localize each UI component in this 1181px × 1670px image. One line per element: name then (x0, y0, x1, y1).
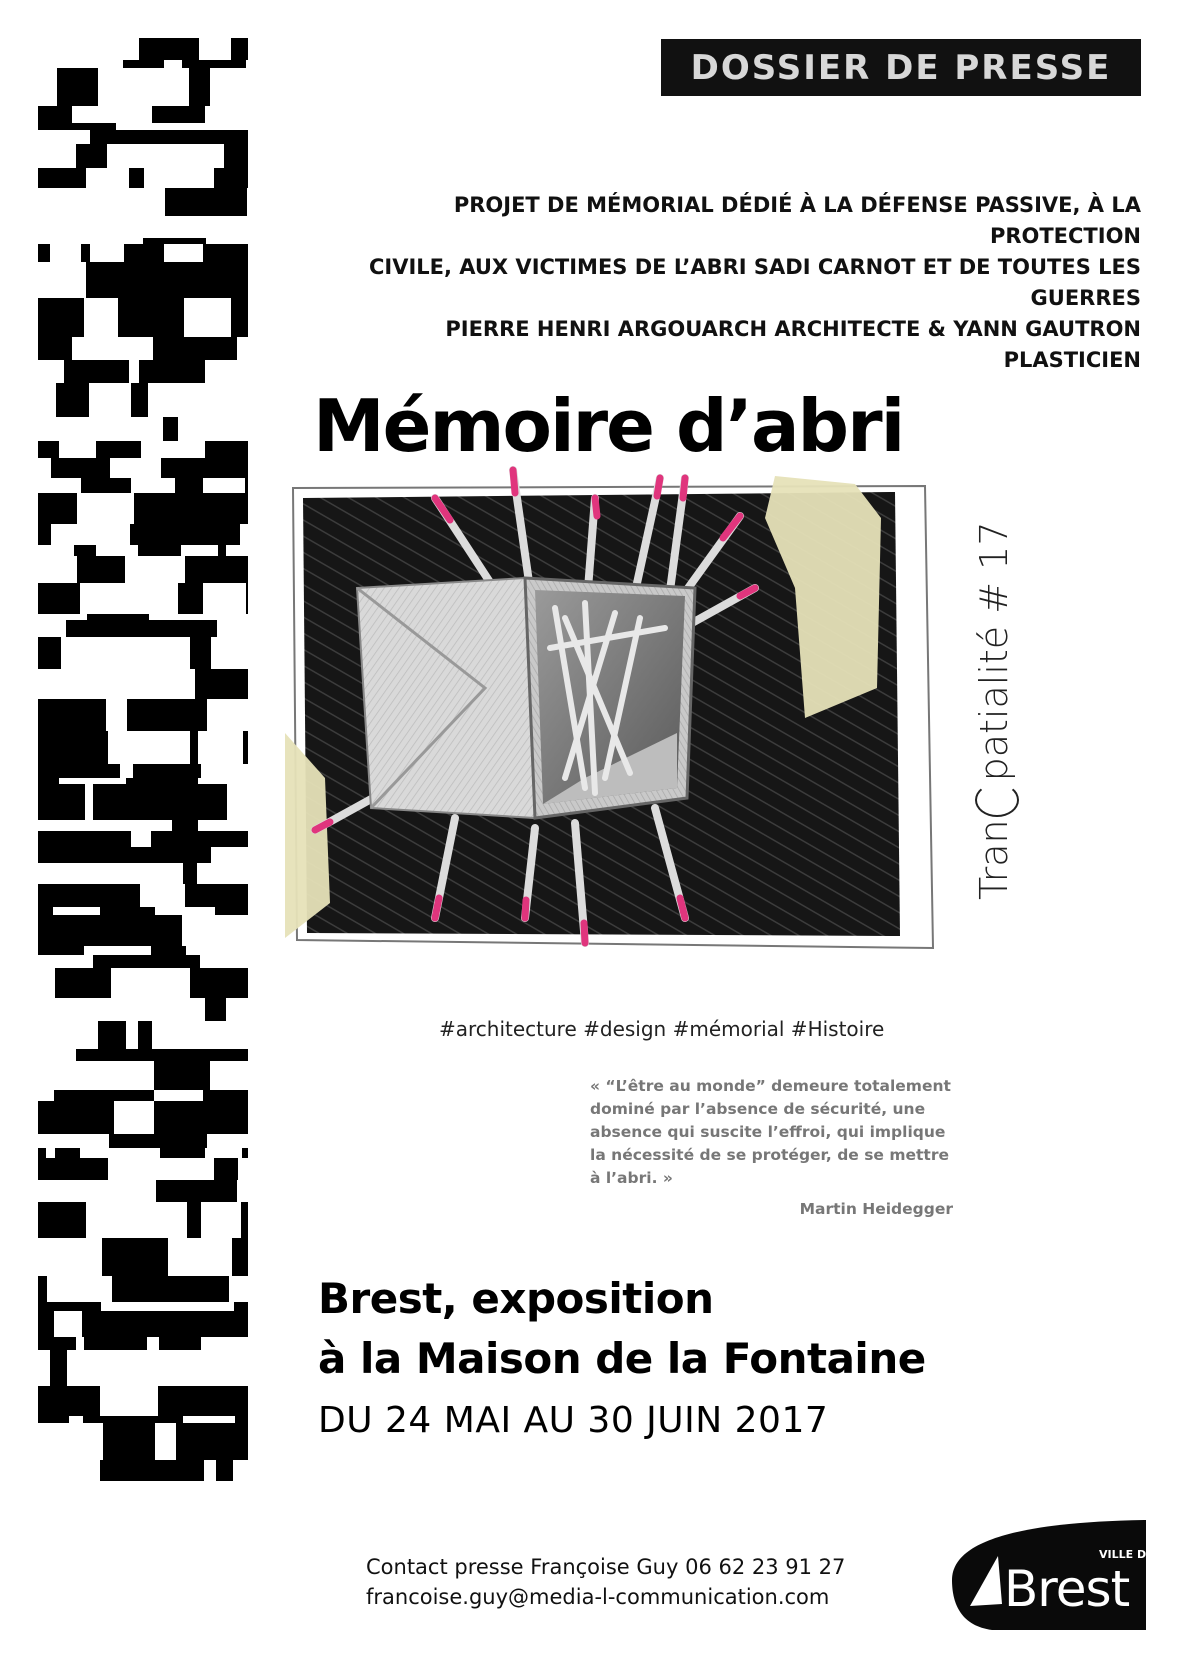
exhibition-dates: DU 24 MAI AU 30 JUIN 2017 (318, 1400, 829, 1441)
series-suffix: patialité # 17 (972, 521, 1016, 782)
ville-de-brest-logo (932, 1520, 1154, 1630)
contact-line-1: Contact presse Françoise Guy 06 62 23 91 27 (366, 1555, 846, 1579)
subtitle-line-1: PROJET DE MÉMORIAL DÉDIÉ À LA DÉFENSE PASSIVE, À LA PROTECTION (453, 193, 1141, 248)
contact-email: francoise.guy@media-l-communication.com (366, 1585, 830, 1609)
transpatialite-series-label (972, 521, 1019, 900)
press-kit-label: DOSSIER DE PRESSE (690, 47, 1112, 88)
cube-drawing-artwork (285, 478, 945, 990)
series-s-arc-icon (975, 783, 1019, 817)
strip-graphic (38, 38, 248, 1473)
logo-main-text: Brest (1004, 1560, 1130, 1618)
quote-author: Martin Heidegger (799, 1200, 953, 1218)
hashtags: #architecture #design #mémorial #Histoire (439, 1017, 885, 1041)
subtitle-line-2: CIVILE, AUX VICTIMES DE L’ABRI SADI CARNOT ET DE TOUTES LES GUERRES (368, 255, 1141, 310)
press-kit-banner (661, 39, 1141, 96)
project-subtitle (321, 190, 1141, 376)
press-contact (366, 1552, 845, 1612)
venue-info (318, 1269, 926, 1389)
logo-small-text: VILLE DE (1099, 1548, 1154, 1561)
decorative-photo-strip (38, 38, 248, 1473)
venue-line-1: Brest, exposition (318, 1274, 714, 1323)
subtitle-line-3: PIERRE HENRI ARGOUARCH ARCHITECTE & YANN GAUTRON PLASTICIEN (445, 317, 1141, 372)
exhibition-title: Mémoire d’abri (313, 384, 904, 468)
venue-line-2: à la Maison de la Fontaine (318, 1334, 926, 1383)
heidegger-quote: « “L’être au monde” demeure totalement dominé par l’absence de sécurité, une absence qui suscite l’effroi, qui implique la nécessité de se protéger, de se mettre à l’abri. » (590, 1077, 951, 1187)
series-prefix: Tran (972, 819, 1016, 900)
